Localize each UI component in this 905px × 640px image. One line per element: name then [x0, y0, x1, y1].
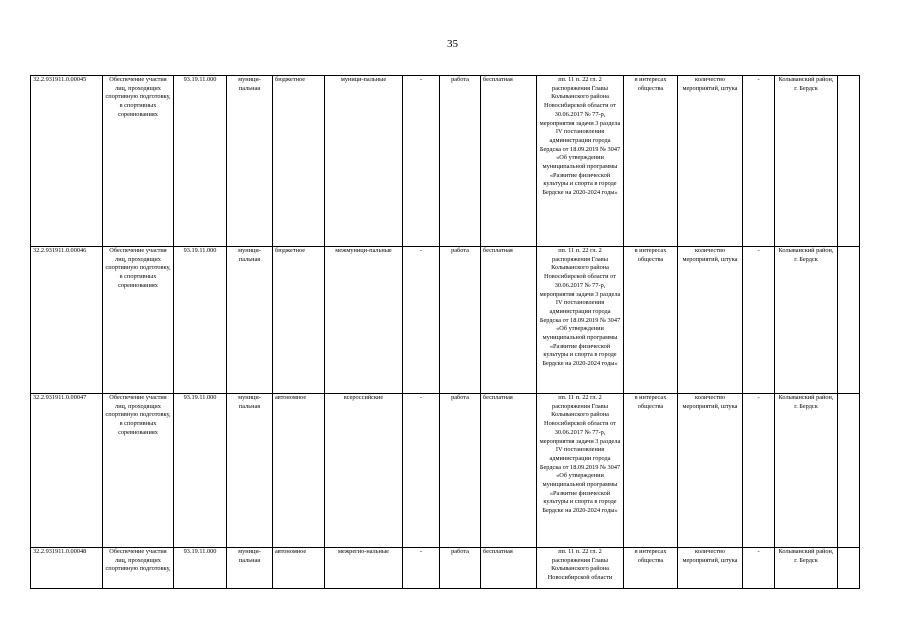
- payment-cell: бесплатная: [481, 394, 537, 548]
- kind-cell: работа: [440, 76, 481, 247]
- legal-basis-cell: пп. 11 п. 22 гл. 2 распоряжения Главы Колыванского района Новосибирской области: [537, 548, 624, 589]
- level-cell: муници-пальная: [227, 394, 273, 548]
- registry-code-cell: 32.2.931911.0.00046: [31, 247, 103, 394]
- okved-code-cell: 93.19.11.000: [174, 76, 227, 247]
- beneficiary-cell: в интересах общества: [624, 247, 678, 394]
- indicator-cell: количество мероприятий, штука: [678, 394, 743, 548]
- okved-code-cell: 93.19.11.000: [174, 548, 227, 589]
- scope-cell: всероссийские: [325, 394, 403, 548]
- empty-dash-cell: -: [743, 76, 775, 247]
- level-cell: муници-пальная: [227, 548, 273, 589]
- empty-dash-cell: -: [403, 76, 440, 247]
- payment-cell: бесплатная: [481, 247, 537, 394]
- registry-table: [30, 75, 860, 589]
- indicator-cell: количество мероприятий, штука: [678, 548, 743, 589]
- empty-dash-cell: -: [403, 548, 440, 589]
- kind-cell: работа: [440, 247, 481, 394]
- table-row: [31, 394, 860, 548]
- registry-code-cell: 32.2.931911.0.00045: [31, 76, 103, 247]
- institution-type-cell: бюджетное: [273, 247, 325, 394]
- beneficiary-cell: в интересах общества: [624, 548, 678, 589]
- empty-dash-cell: -: [743, 247, 775, 394]
- scope-cell: муници-пальные: [325, 76, 403, 247]
- beneficiary-cell: в интересах общества: [624, 76, 678, 247]
- location-cell: Колыванский район, г. Бердск: [775, 76, 838, 247]
- service-name-cell: Обеспечение участия лиц, проходящих спортивную подготовку,: [103, 548, 174, 589]
- beneficiary-cell: в интересах общества: [624, 394, 678, 548]
- blank-cell: [838, 394, 860, 548]
- page-number: 35: [447, 38, 458, 50]
- blank-cell: [838, 247, 860, 394]
- institution-type-cell: автономное: [273, 394, 325, 548]
- legal-basis-cell: пп. 11 п. 22 гл. 2 распоряжения Главы Колыванского района Новосибирской области от 30.06.2017 № 77-р, мероприятия задачи 3 раздела IV постановления администрации города Бердска от 18.09.2019 № 3047 «Об утверждении муниципальной программы «Развитие физической культуры и спорта в городе Бердске на 2020-2024 годы»: [537, 247, 624, 394]
- location-cell: Колыванский район, г. Бердск: [775, 548, 838, 589]
- empty-dash-cell: -: [743, 394, 775, 548]
- table-row: [31, 76, 860, 247]
- service-name-cell: Обеспечение участия лиц, проходящих спортивную подготовку, в спортивных соревнованиях: [103, 247, 174, 394]
- empty-dash-cell: -: [403, 394, 440, 548]
- registry-code-cell: 32.2.931911.0.00048: [31, 548, 103, 589]
- kind-cell: работа: [440, 548, 481, 589]
- blank-cell: [838, 548, 860, 589]
- kind-cell: работа: [440, 394, 481, 548]
- okved-code-cell: 93.19.11.000: [174, 394, 227, 548]
- blank-cell: [838, 76, 860, 247]
- empty-dash-cell: -: [403, 247, 440, 394]
- indicator-cell: количество мероприятий, штука: [678, 76, 743, 247]
- institution-type-cell: автономное: [273, 548, 325, 589]
- legal-basis-cell: пп. 11 п. 22 гл. 2 распоряжения Главы Колыванского района Новосибирской области от 30.06.2017 № 77-р, мероприятия задачи 3 раздела IV постановления администрации города Бердска от 18.09.2019 № 3047 «Об утверждении муниципальной программы «Развитие физической культуры и спорта в городе Бердске на 2020-2024 годы»: [537, 394, 624, 548]
- institution-type-cell: бюджетное: [273, 76, 325, 247]
- legal-basis-cell: пп. 11 п. 22 гл. 2 распоряжения Главы Колыванского района Новосибирской области от 30.06.2017 № 77-р, мероприятия задачи 3 раздела IV постановления администрации города Бердска от 18.09.2019 № 3047 «Об утверждении муниципальной программы «Развитие физической культуры и спорта в городе Бердске на 2020-2024 годы»: [537, 76, 624, 247]
- location-cell: Колыванский район, г. Бердск: [775, 394, 838, 548]
- scope-cell: межмуници-пальные: [325, 247, 403, 394]
- empty-dash-cell: -: [743, 548, 775, 589]
- table-row: [31, 548, 860, 589]
- okved-code-cell: 93.19.11.000: [174, 247, 227, 394]
- location-cell: Колыванский район, г. Бердск: [775, 247, 838, 394]
- payment-cell: бесплатная: [481, 76, 537, 247]
- table-row: [31, 247, 860, 394]
- indicator-cell: количество мероприятий, штука: [678, 247, 743, 394]
- service-name-cell: Обеспечение участия лиц, проходящих спортивную подготовку, в спортивных соревнованиях: [103, 394, 174, 548]
- scope-cell: межрегио-нальные: [325, 548, 403, 589]
- service-name-cell: Обеспечение участия лиц, проходящих спортивную подготовку, в спортивных соревнованиях: [103, 76, 174, 247]
- payment-cell: бесплатная: [481, 548, 537, 589]
- level-cell: муници-пальная: [227, 247, 273, 394]
- registry-code-cell: 32.2.931911.0.00047: [31, 394, 103, 548]
- level-cell: муници-пальная: [227, 76, 273, 247]
